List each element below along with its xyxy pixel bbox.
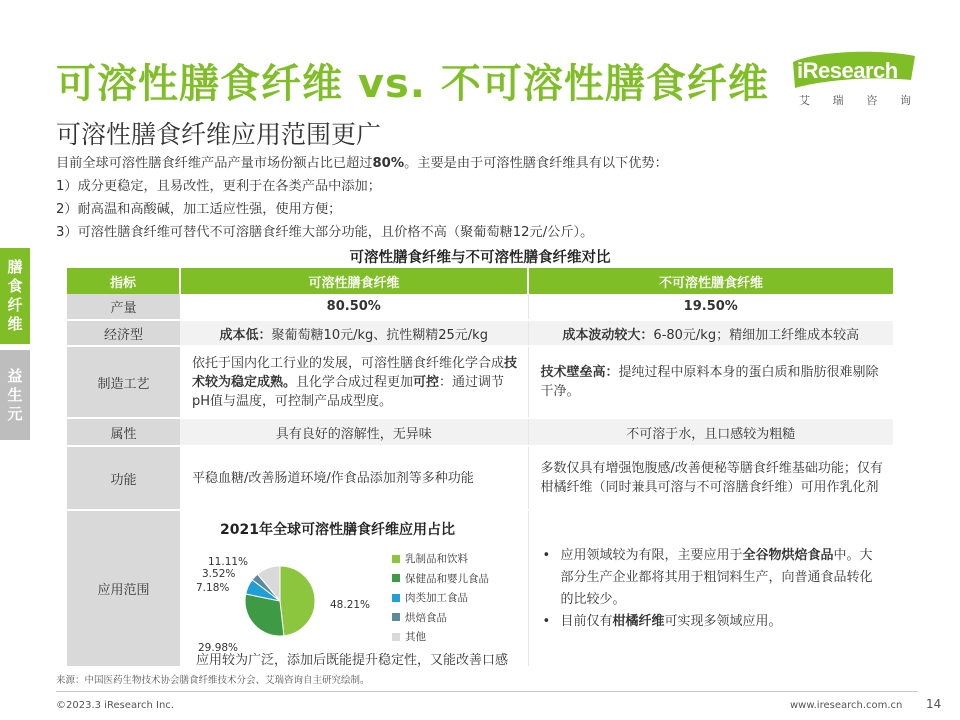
insoluble-value: 成本波动较大：6-80元/kg；精细加工纤维成本较高 xyxy=(528,320,893,346)
header-soluble: 可溶性膳食纤维 xyxy=(180,268,528,294)
pie-data-label: 29.98% xyxy=(198,642,239,654)
row-label: 属性 xyxy=(67,418,180,446)
page-number: 14 xyxy=(926,697,942,711)
pie-data-label: 11.11% xyxy=(208,556,249,568)
footer-url[interactable]: www.iresearch.com.cn xyxy=(790,700,903,711)
intro-line-1: 目前全球可溶性膳食纤维产品产量市场份额占比已超过80%。主要是由于可溶性膳食纤维具有以下优势： xyxy=(56,156,668,171)
row-label: 产量 xyxy=(67,294,180,320)
insoluble-value: 不可溶于水，且口感较为粗糙 xyxy=(528,418,893,446)
logo-brand: iResearch xyxy=(797,58,898,83)
pie-data-label: 7.18% xyxy=(196,582,230,594)
soluble-value: 平稳血糖/改善肠道环境/作食品添加剂等多种功能 xyxy=(180,446,528,510)
footer-divider xyxy=(56,691,918,692)
legend-swatch xyxy=(392,613,400,621)
legend-swatch xyxy=(392,555,400,563)
legend-item xyxy=(392,627,489,647)
footer-copyright: ©2023.3 iResearch Inc. xyxy=(56,700,174,711)
legend-label: 保健品和婴儿食品 xyxy=(405,572,489,585)
legend-label: 烘焙食品 xyxy=(405,611,447,624)
insoluble-application xyxy=(528,510,893,667)
soluble-value: 具有良好的溶解性，无异味 xyxy=(180,418,528,446)
row-label: 经济型 xyxy=(67,320,180,346)
intro-line-4: 3）可溶性膳食纤维可替代不可溶膳食纤维大部分功能，且价格不高（聚葡萄糖12元/公斤）。 xyxy=(56,225,594,240)
intro-line-2: 1）成分更稳定，且易改性，更利于在各类产品中添加； xyxy=(56,179,381,194)
insoluble-value: 19.50% xyxy=(528,294,893,320)
legend-item xyxy=(392,608,489,628)
section-subtitle: 可溶性膳食纤维应用范围更广 xyxy=(56,120,382,149)
table-row-economy xyxy=(67,320,893,346)
pie-data-label: 3.52% xyxy=(202,568,236,580)
table-header-row xyxy=(67,268,893,294)
legend-swatch xyxy=(392,574,400,582)
row-label: 制造工艺 xyxy=(67,346,180,418)
bullet-item: • 应用领域较为有限，主要应用于全谷物烘焙食品中。大部分生产企业都将其用于粗饲料生产，向普通食品转化的比较少。 xyxy=(542,547,873,607)
soluble-value: 依托于国内化工行业的发展，可溶性膳食纤维化学合成技术较为稳定成熟。且化学合成过程更加可控：通过调节pH值与温度，可控制产品成型度。 xyxy=(180,346,528,418)
chart-note: 应用较为广泛，添加后既能提升稳定性，又能改善口感 xyxy=(196,653,509,668)
legend-label: 肉类加工食品 xyxy=(405,592,468,605)
insoluble-value: 多数仅具有增强饱腹感/改善便秘等膳食纤维基础功能；仅有柑橘纤维（同时兼具可溶与不可溶膳食纤维）可用作乳化剂 xyxy=(528,446,893,510)
insoluble-value: 技术壁垒高：提纯过程中原料本身的蛋白质和脂肪很难剔除干净。 xyxy=(528,346,893,418)
table-row-property xyxy=(67,418,893,446)
intro-text xyxy=(56,152,668,244)
table-row-process xyxy=(67,346,893,418)
iresearch-logo xyxy=(793,50,915,110)
soluble-value: 成本低：聚葡萄糖10元/kg、抗性糊精25元/kg xyxy=(180,320,528,346)
bullet-item: • 目前仅有柑橘纤维可实现多领域应用。 xyxy=(542,613,782,629)
chart-title: 2021年全球可溶性膳食纤维应用占比 xyxy=(220,522,455,538)
pie-slice xyxy=(280,566,315,636)
header-indicator: 指标 xyxy=(67,268,180,294)
legend-swatch xyxy=(392,594,400,602)
legend-swatch xyxy=(392,633,400,641)
side-tab-prebiotics[interactable]: 益 生 元 xyxy=(0,350,30,440)
side-tab-dietary-fiber[interactable]: 膳 食 纤 维 xyxy=(0,248,30,344)
pie-data-label: 48.21% xyxy=(330,599,371,611)
table-row-yield xyxy=(67,294,893,320)
row-label: 功能 xyxy=(67,446,180,510)
table-row-application xyxy=(67,510,893,667)
soluble-value: 80.50% xyxy=(180,294,528,320)
row-label: 应用范围 xyxy=(67,510,180,667)
legend-item xyxy=(392,549,489,569)
chart-legend xyxy=(392,549,489,647)
table-title: 可溶性膳食纤维与不可溶性膳食纤维对比 xyxy=(349,250,611,266)
comparison-table xyxy=(67,268,893,668)
intro-line-3: 2）耐高温和高酸碱，加工适应性强，使用方便； xyxy=(56,202,342,217)
legend-item xyxy=(392,588,489,608)
table-row-function xyxy=(67,446,893,510)
legend-label: 乳制品和饮料 xyxy=(405,553,468,566)
legend-label: 其他 xyxy=(405,631,426,644)
application-chart-cell xyxy=(180,510,528,667)
page-title: 可溶性膳食纤维 vs. 不可溶性膳食纤维 xyxy=(56,61,769,107)
source-note: 来源：中国医药生物技术协会膳食纤维技术分会、艾瑞咨询自主研究绘制。 xyxy=(56,675,370,686)
legend-item xyxy=(392,569,489,589)
header-insoluble: 不可溶性膳食纤维 xyxy=(528,268,893,294)
logo-subtitle: 艾 瑞 咨 询 xyxy=(799,94,911,107)
